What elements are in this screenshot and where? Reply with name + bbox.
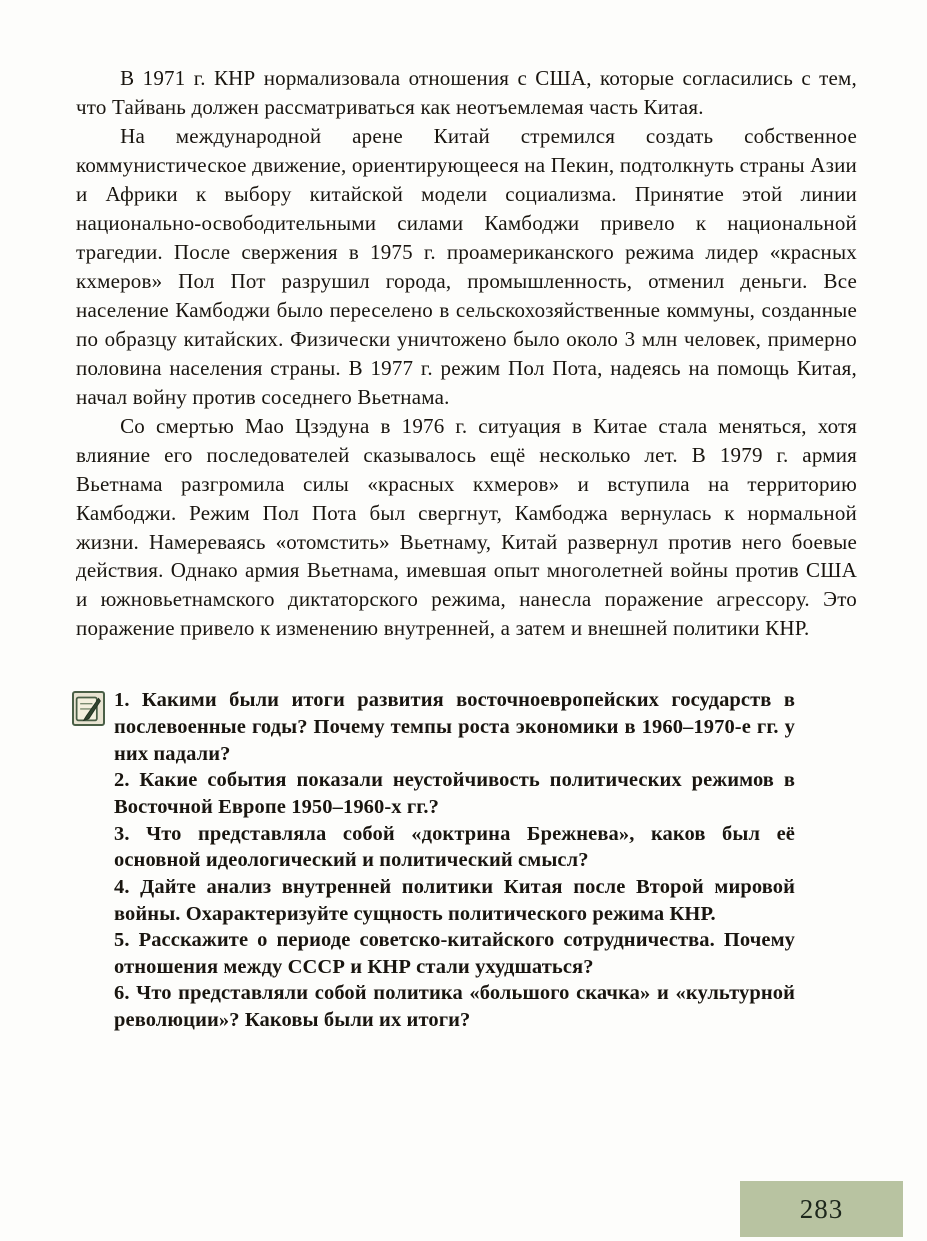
body-paragraph: В 1971 г. КНР нормализовала отношения с США, которые согласились с тем, что Тайвань должен рассматриваться как неотъемлемая часть Китая. [76, 66, 857, 119]
question-item: 4. Дайте анализ внутренней политики Китая после Второй мировой войны. Охарактеризуйте сущность политического режима КНР. [114, 875, 795, 925]
body-paragraph: Со смертью Мао Цзэдуна в 1976 г. ситуация в Китае стала меняться, хотя влияние его последователей сказывалось ещё несколько лет. В 1979 г. армия Вьетнама разгромила силы «красных кхмеров» и вступила на территорию Камбоджи. Режим Пол Пота был свергнут, Камбоджа вернулась к нормальной жизни. Намереваясь «отомстить» Вьетнаму, Китай развернул против него боевые действия. Однако армия Вьетнама, имевшая опыт многолетней войны против США и южновьетнамского диктаторского режима, нанесла поражение агрессору. Это поражение привело к изменению внутренней, а затем и внешней политики КНР. [76, 413, 857, 641]
page-number-badge [740, 1181, 903, 1237]
question-item: 2. Какие события показали неустойчивость политических режимов в Восточной Европе 1950–1960-х гг.? [114, 769, 795, 818]
question-item: 6. Что представляли собой политика «большого скачка» и «культурной революции»? Каковы были их итоги? [114, 982, 795, 1032]
page-number: 283 [799, 1193, 844, 1224]
book-pen-icon [72, 691, 105, 726]
questions-block [76, 687, 795, 1033]
body-paragraph: На международной арене Китай стремился создать собственное коммунистическое движение, ориентирующееся на Пекин, подтолкнуть страны Азии и Африки к выбору китайской модели социализма. Принятие этой линии национально-освободительными силами Камбоджи привело к национальной трагедии. После свержения в 1975 г. проамериканского режима лидер «красных кхмеров» Пол Пот разрушил города, промышленность, отменил деньги. Все население Камбоджи было переселено в сельскохозяйственные коммуны, созданные по образцу китайских. Физически уничтожено было около 3 млн человек, примерно половина населения страны. В 1977 г. режим Пол Пота, надеясь на помощь Китая, начал войну против соседнего Вьетнама. [76, 123, 857, 409]
question-item: 3. Что представляла собой «доктрина Брежнева», каков был её основной идеологический и политический смысл? [114, 822, 795, 872]
question-item: 5. Расскажите о периоде советско-китайского сотрудничества. Почему отношения между СССР и КНР стали ухудшаться? [114, 929, 795, 978]
question-item: 1. Какими были итоги развития восточноевропейских государств в послевоенные годы? Почему темпы роста экономики в 1960–1970-е гг. у них падали? [114, 689, 795, 765]
